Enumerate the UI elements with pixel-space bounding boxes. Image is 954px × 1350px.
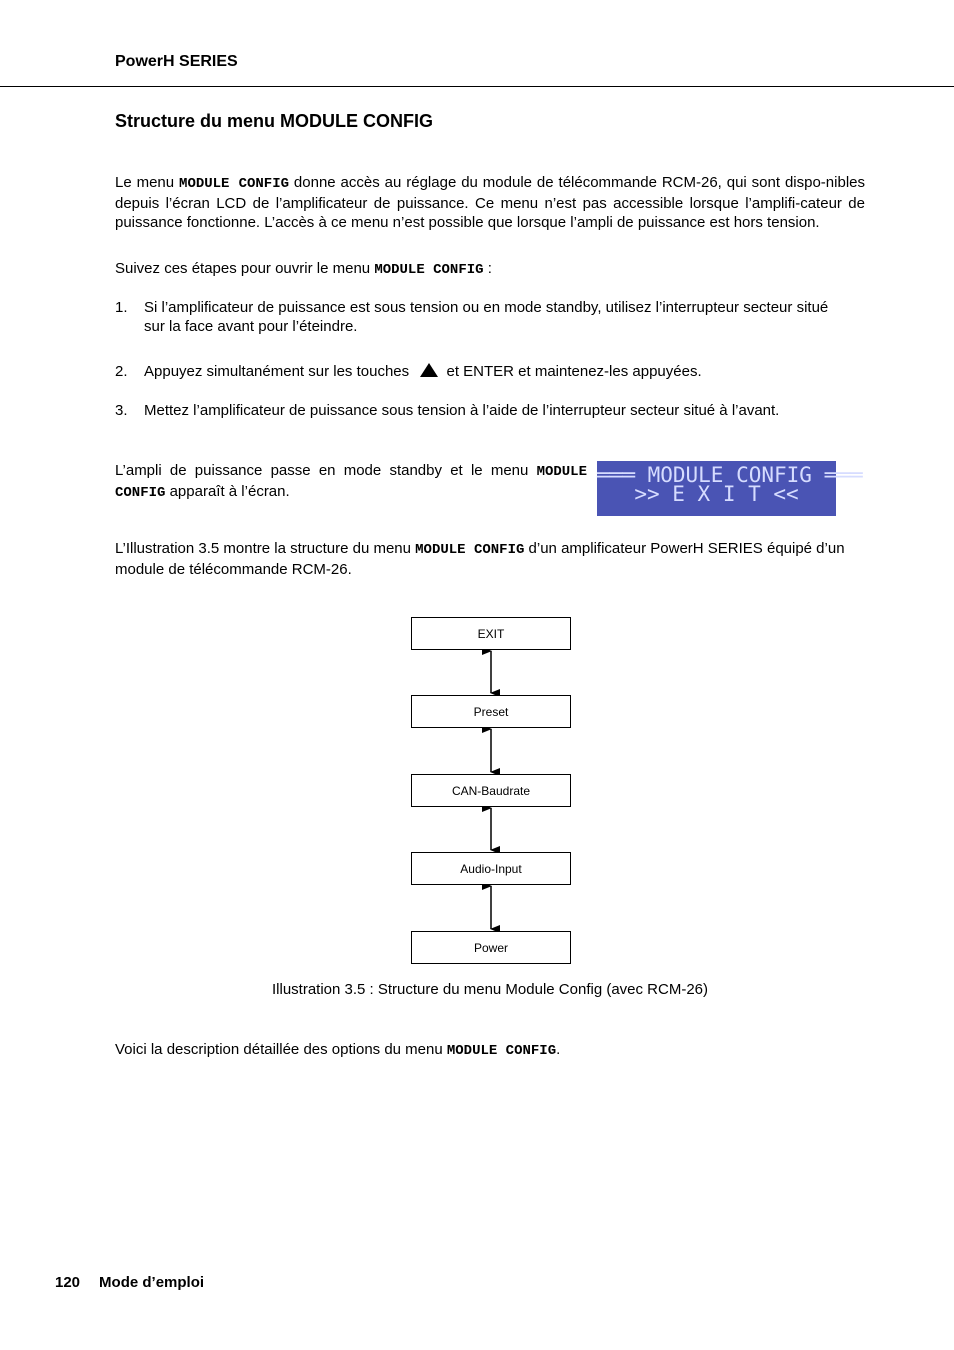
step-number: 3.	[115, 402, 128, 419]
step-text: Mettez l’amplificateur de puissance sous tension à l’aide de l’interrupteur secteur situé à l’avant.	[144, 402, 780, 419]
node-audio-input: Audio-Input	[411, 852, 571, 885]
step-number: 1.	[115, 299, 128, 316]
steps-intro-colon: :	[483, 260, 492, 277]
outro-text: Voici la description détaillée des options du menu	[115, 1041, 447, 1058]
lcd-line-1: ═══ MODULE CONFIG ═══	[597, 463, 863, 487]
page-number: 120	[55, 1274, 81, 1291]
menu-code: MODULE CONFIG	[115, 464, 587, 501]
figure-caption: Illustration 3.5 : Structure du menu Module Config (avec RCM-26)	[271, 981, 709, 998]
lcd-line-2: >> E X I T <<	[634, 482, 799, 506]
page-footer	[55, 1274, 204, 1291]
illustration-intro-text: L’Illustration 3.5 montre la structure du menu	[115, 540, 416, 557]
menu-code: MODULE CONFIG	[446, 1043, 557, 1059]
node-can-baudrate: CAN-Baudrate	[411, 774, 571, 807]
running-header: PowerH SERIES	[115, 53, 238, 70]
node-power: Power	[411, 931, 571, 964]
section-title: Structure du menu MODULE CONFIG	[115, 111, 434, 131]
steps-intro-text: Suivez ces étapes pour ouvrir le menu	[115, 260, 375, 277]
menu-code: MODULE CONFIG	[374, 262, 484, 278]
intro-text-cont: donne accès au réglage du module de télécommande RCM-26, qui sont dispo-nibles depuis l’écran LCD de l’amplificateur de puissance. Ce menu n’est pas accessible lorsque l’amplifi-cateur de puissance fonctionne. L’accès à ce menu n’est possible que lorsque l’ampli de puissance est hors tension.	[115, 174, 865, 231]
step-number: 2.	[115, 363, 128, 380]
step-text: Si l’amplificateur de puissance est sous tension ou en mode standby, utilisez l’interrupteur secteur situé sur la face avant pour l’éteindre.	[144, 299, 829, 335]
standby-text: L’ampli de puissance passe en mode standby et le menu	[115, 462, 537, 479]
node-preset: Preset	[411, 695, 571, 728]
standby-text-cont: apparaît à l’écran.	[165, 483, 290, 500]
menu-code: MODULE CONFIG	[415, 542, 525, 558]
node-exit: EXIT	[411, 617, 571, 650]
step-text: Appuyez simultanément sur les touches	[144, 363, 410, 380]
outro-paragraph	[115, 1040, 865, 1061]
step-text-cont: et ENTER et maintenez-les appuyées.	[446, 363, 702, 380]
footer-label: Mode d’emploi	[99, 1274, 205, 1291]
menu-code: MODULE CONFIG	[179, 176, 290, 192]
intro-text: Le menu	[115, 174, 180, 191]
outro-period: .	[556, 1041, 561, 1058]
illustration-intro-text-cont: d’un amplificateur PowerH SERIES équipé d’un module de télécommande RCM-26.	[115, 540, 845, 578]
